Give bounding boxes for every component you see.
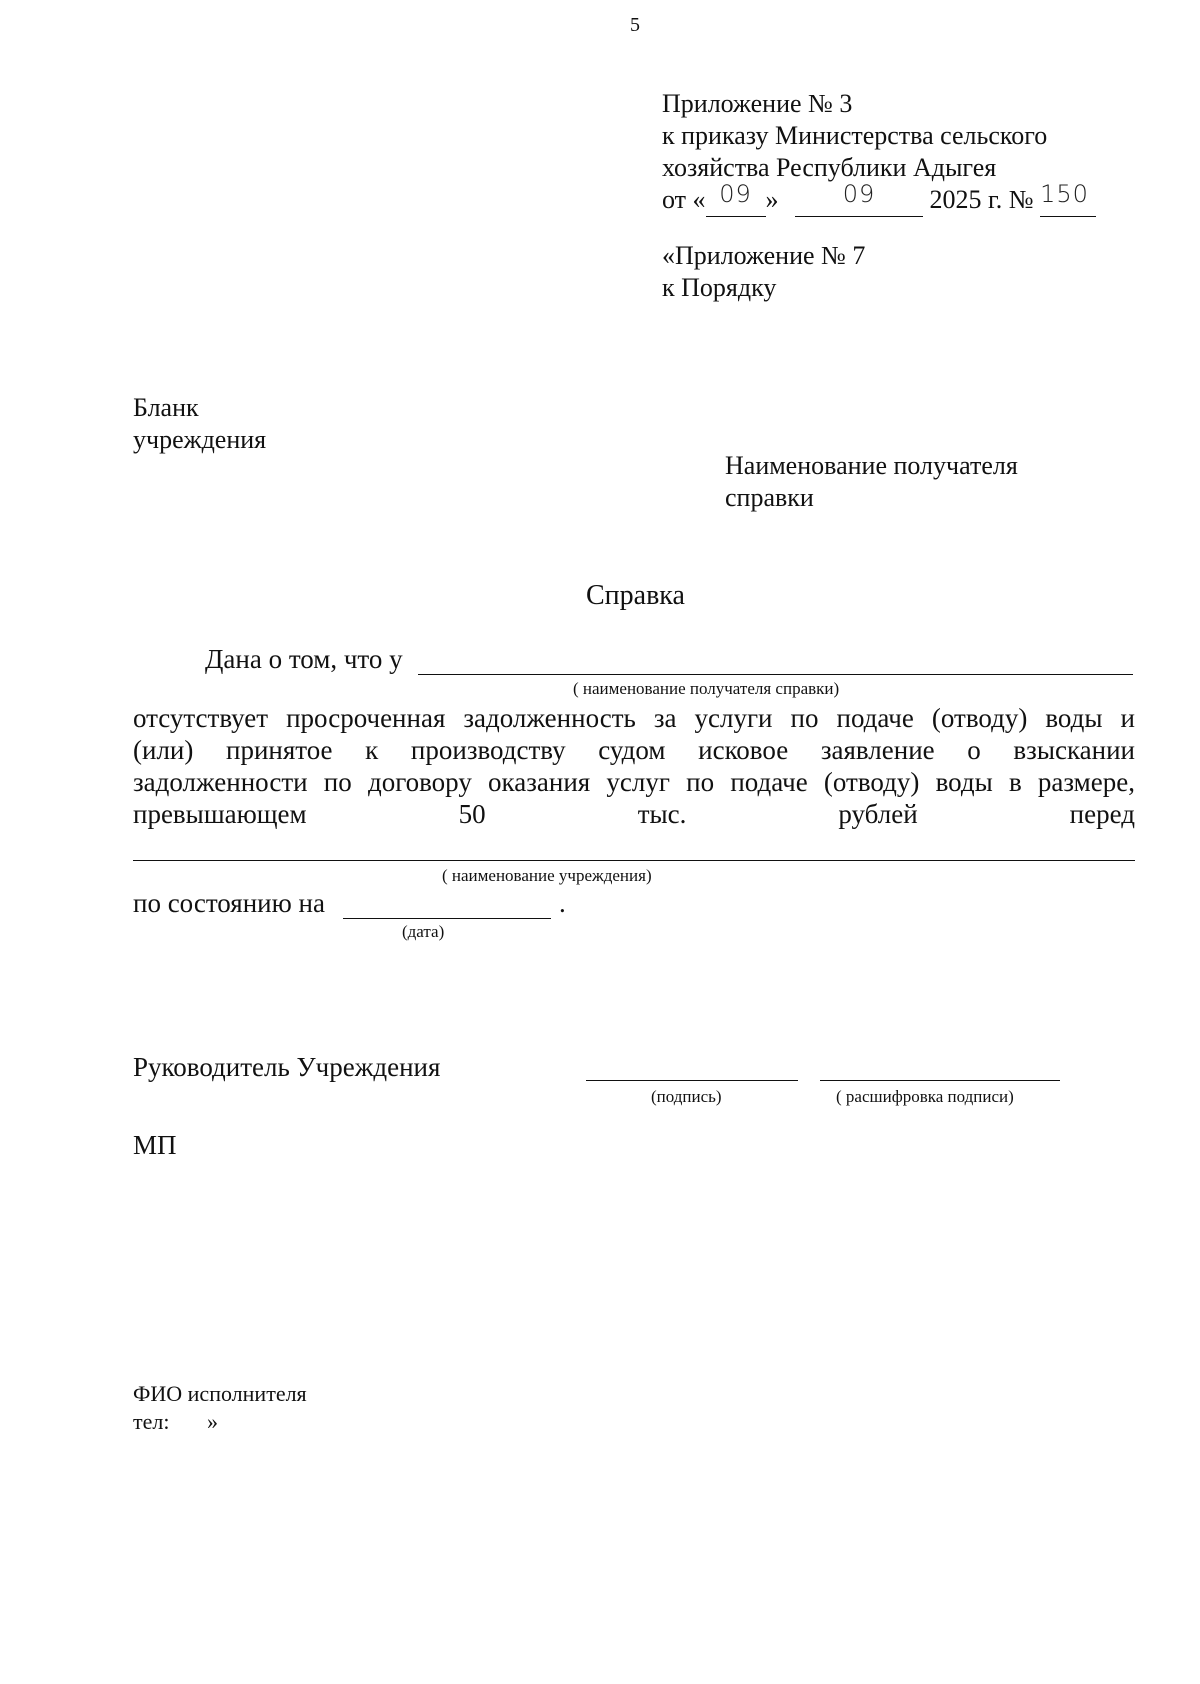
appendix-order-line: к приказу Министерства сельского [662, 121, 1048, 150]
body-line-1: отсутствует просроченная задолженность за услуги по подаче (отводу) воды и [133, 703, 1135, 733]
body-line-4: превышающем 50 тыс. рублей перед [133, 799, 1135, 829]
institution-blank-line [133, 860, 1135, 861]
appendix-original-title: «Приложение № 7 [662, 241, 866, 270]
stamp-place: МП [133, 1130, 177, 1160]
date-prefix: от « [662, 185, 706, 214]
page-number: 5 [630, 14, 640, 36]
executor-block [133, 1380, 307, 1436]
status-dot: . [559, 888, 566, 918]
institution-blank-line2: учреждения [133, 425, 267, 454]
date-blank-line [343, 918, 551, 919]
recipient-line2: справки [725, 483, 814, 512]
year-number-label: 2025 г. № [929, 185, 1034, 214]
document-title: Справка [586, 580, 685, 611]
month-field [795, 180, 923, 217]
recipient-line1: Наименование получателя [725, 451, 1018, 480]
number-handwritten: 150 [1040, 180, 1089, 208]
signature-line [586, 1080, 798, 1081]
recipient-blank-line [418, 674, 1133, 675]
head-label: Руководитель Учреждения [133, 1052, 441, 1082]
institution-blank [133, 392, 266, 456]
executor-phone-line [133, 1408, 307, 1436]
signature-caption: (подпись) [651, 1087, 722, 1106]
day-handwritten: 09 [719, 180, 752, 208]
appendix-original-ref: к Порядку [662, 273, 777, 302]
month-handwritten: 09 [842, 180, 876, 208]
certificate-body [133, 702, 1135, 830]
decoding-line [820, 1080, 1060, 1081]
appendix-original [662, 240, 865, 304]
date-caption: (дата) [402, 922, 445, 941]
status-text: по состоянию на [133, 888, 325, 918]
appendix-date-line [662, 180, 1096, 217]
number-field [1040, 180, 1096, 217]
institution-blank-line1: Бланк [133, 393, 199, 422]
date-quote-close: » [765, 185, 779, 214]
executor-phone-label: тел: [133, 1409, 170, 1434]
given-text: Дана о том, что у [205, 644, 403, 674]
body-line-2: (или) принятое к производству судом исковое заявление о взыскании [133, 735, 1135, 765]
appendix-header [662, 88, 1096, 217]
body-line-3: задолженности по договору оказания услуг по подаче (отводу) воды в размере, [133, 767, 1135, 797]
recipient-caption: ( наименование получателя справки) [573, 679, 840, 698]
executor-name-label: ФИО исполнителя [133, 1381, 307, 1406]
institution-caption: ( наименование учреждения) [442, 866, 652, 885]
appendix-title: Приложение № 3 [662, 89, 853, 118]
decoding-caption: ( расшифровка подписи) [836, 1087, 1014, 1106]
appendix-ministry-line: хозяйства Республики Адыгея [662, 153, 997, 182]
executor-closing-quote: » [206, 1409, 218, 1434]
recipient-name [725, 450, 1018, 514]
day-field [706, 180, 766, 217]
